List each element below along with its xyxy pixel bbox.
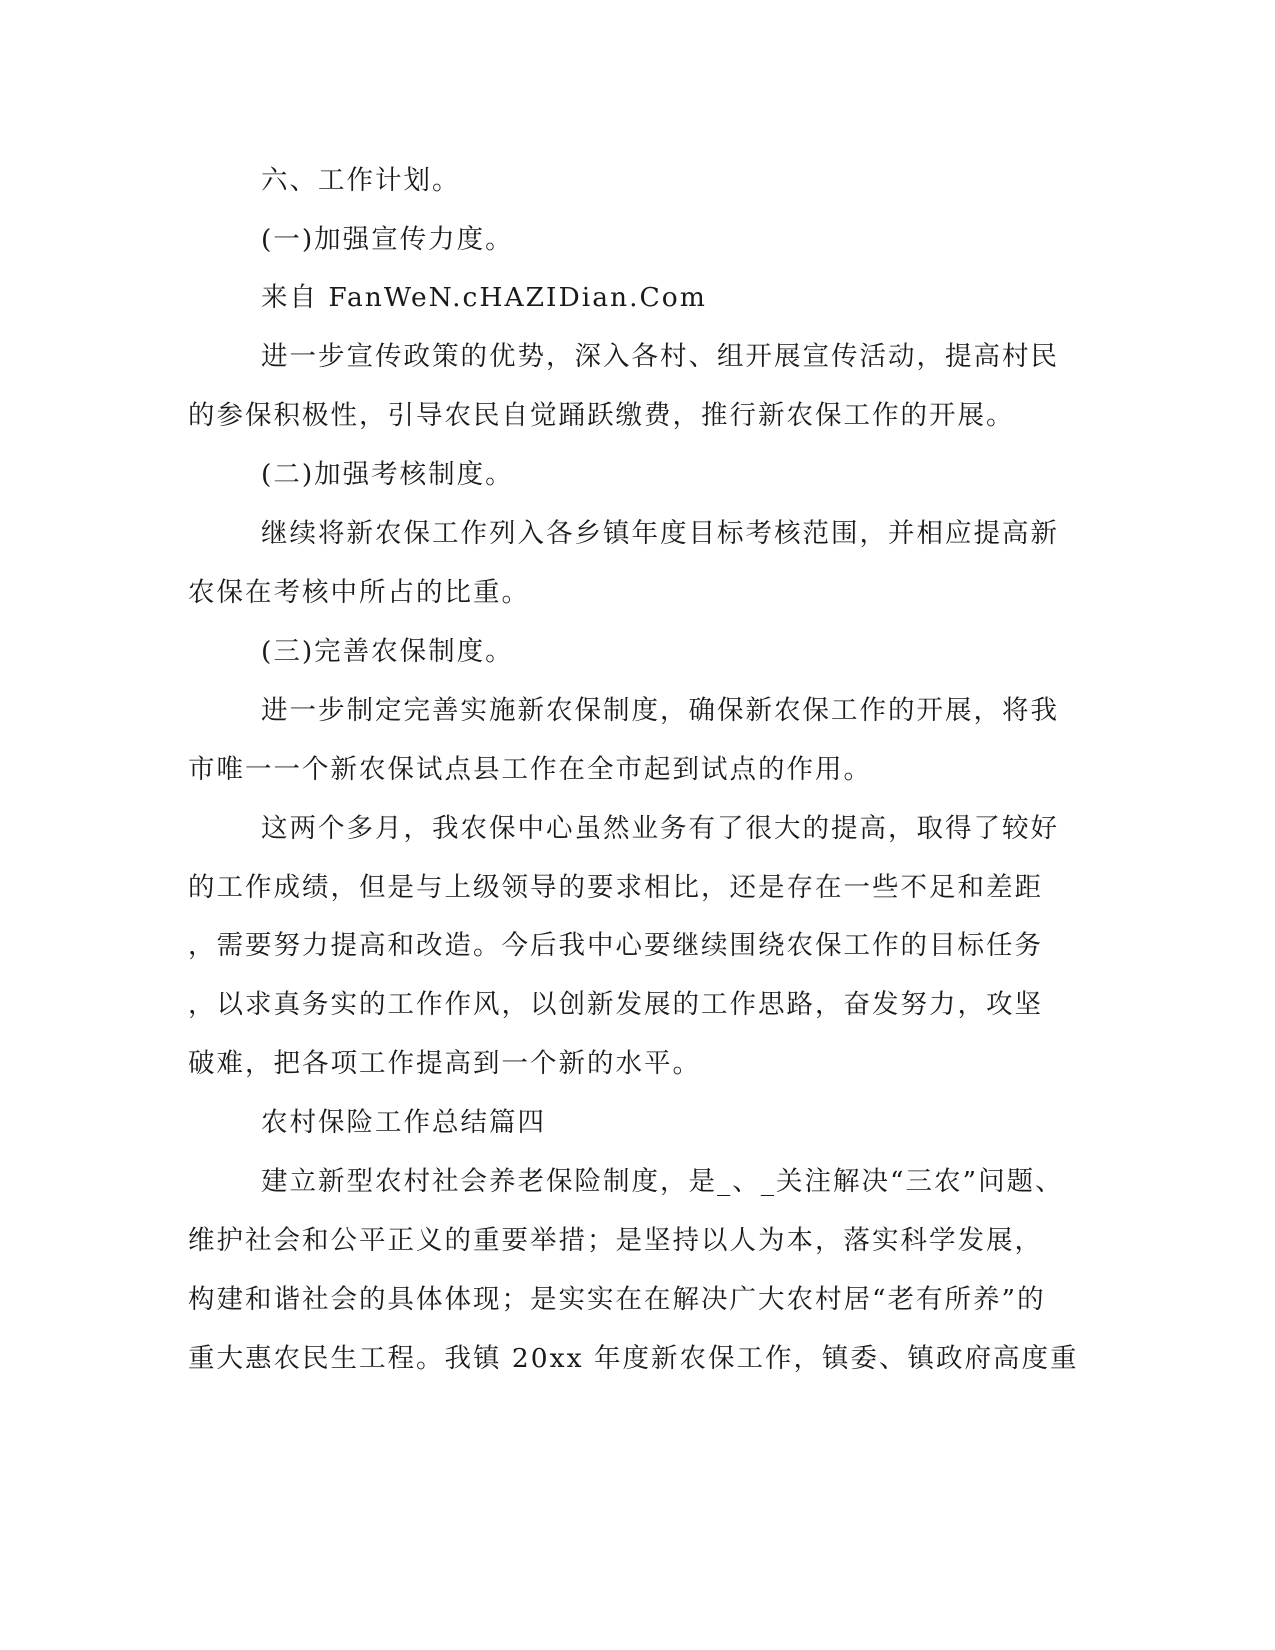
paragraph-line: 继续将新农保工作列入各乡镇年度目标考核范围，并相应提高新 [261,518,1059,549]
subheading-assessment: (二)加强考核制度。 [261,459,514,490]
section-heading-work-plan: 六、工作计划。 [261,165,461,196]
paragraph-line: 市唯一一个新农保试点县工作在全市起到试点的作用。 [188,754,872,785]
section-heading-part-four: 农村保险工作总结篇四 [261,1107,546,1138]
paragraph-line: 进一步宣传政策的优势，深入各村、组开展宣传活动，提高村民 [261,341,1059,372]
paragraph-line: 建立新型农村社会养老保险制度，是_、_关注解决“三农”问题、 [261,1166,1064,1197]
paragraph-line: 破难，把各项工作提高到一个新的水平。 [188,1048,701,1079]
paragraph-line: 进一步制定完善实施新农保制度，确保新农保工作的开展，将我 [261,695,1059,726]
paragraph-line: 这两个多月，我农保中心虽然业务有了很大的提高，取得了较好 [261,813,1059,844]
paragraph-line: ，需要努力提高和改造。今后我中心要继续围绕农保工作的目标任务 [188,930,1043,961]
paragraph-line: 维护社会和公平正义的重要举措；是坚持以人为本，落实科学发展， [188,1225,1043,1256]
paragraph-line: ，以求真务实的工作作风，以创新发展的工作思路，奋发努力，攻坚 [188,989,1043,1020]
paragraph-line: 构建和谐社会的具体体现；是实实在在解决广大农村居“老有所养”的 [188,1284,1046,1315]
paragraph-line: 的工作成绩，但是与上级领导的要求相比，还是存在一些不足和差距 [188,872,1043,903]
subheading-publicity: (一)加强宣传力度。 [261,224,514,255]
paragraph-line: 重大惠农民生工程。我镇 20xx 年度新农保工作，镇委、镇政府高度重 [188,1343,1079,1374]
paragraph-line: 的参保积极性，引导农民自觉踊跃缴费，推行新农保工作的开展。 [188,400,1015,431]
source-line: 来自 FanWeN.cHAZIDian.Com [261,282,707,313]
paragraph-line: 农保在考核中所占的比重。 [188,577,530,608]
subheading-system: (三)完善农保制度。 [261,636,514,667]
